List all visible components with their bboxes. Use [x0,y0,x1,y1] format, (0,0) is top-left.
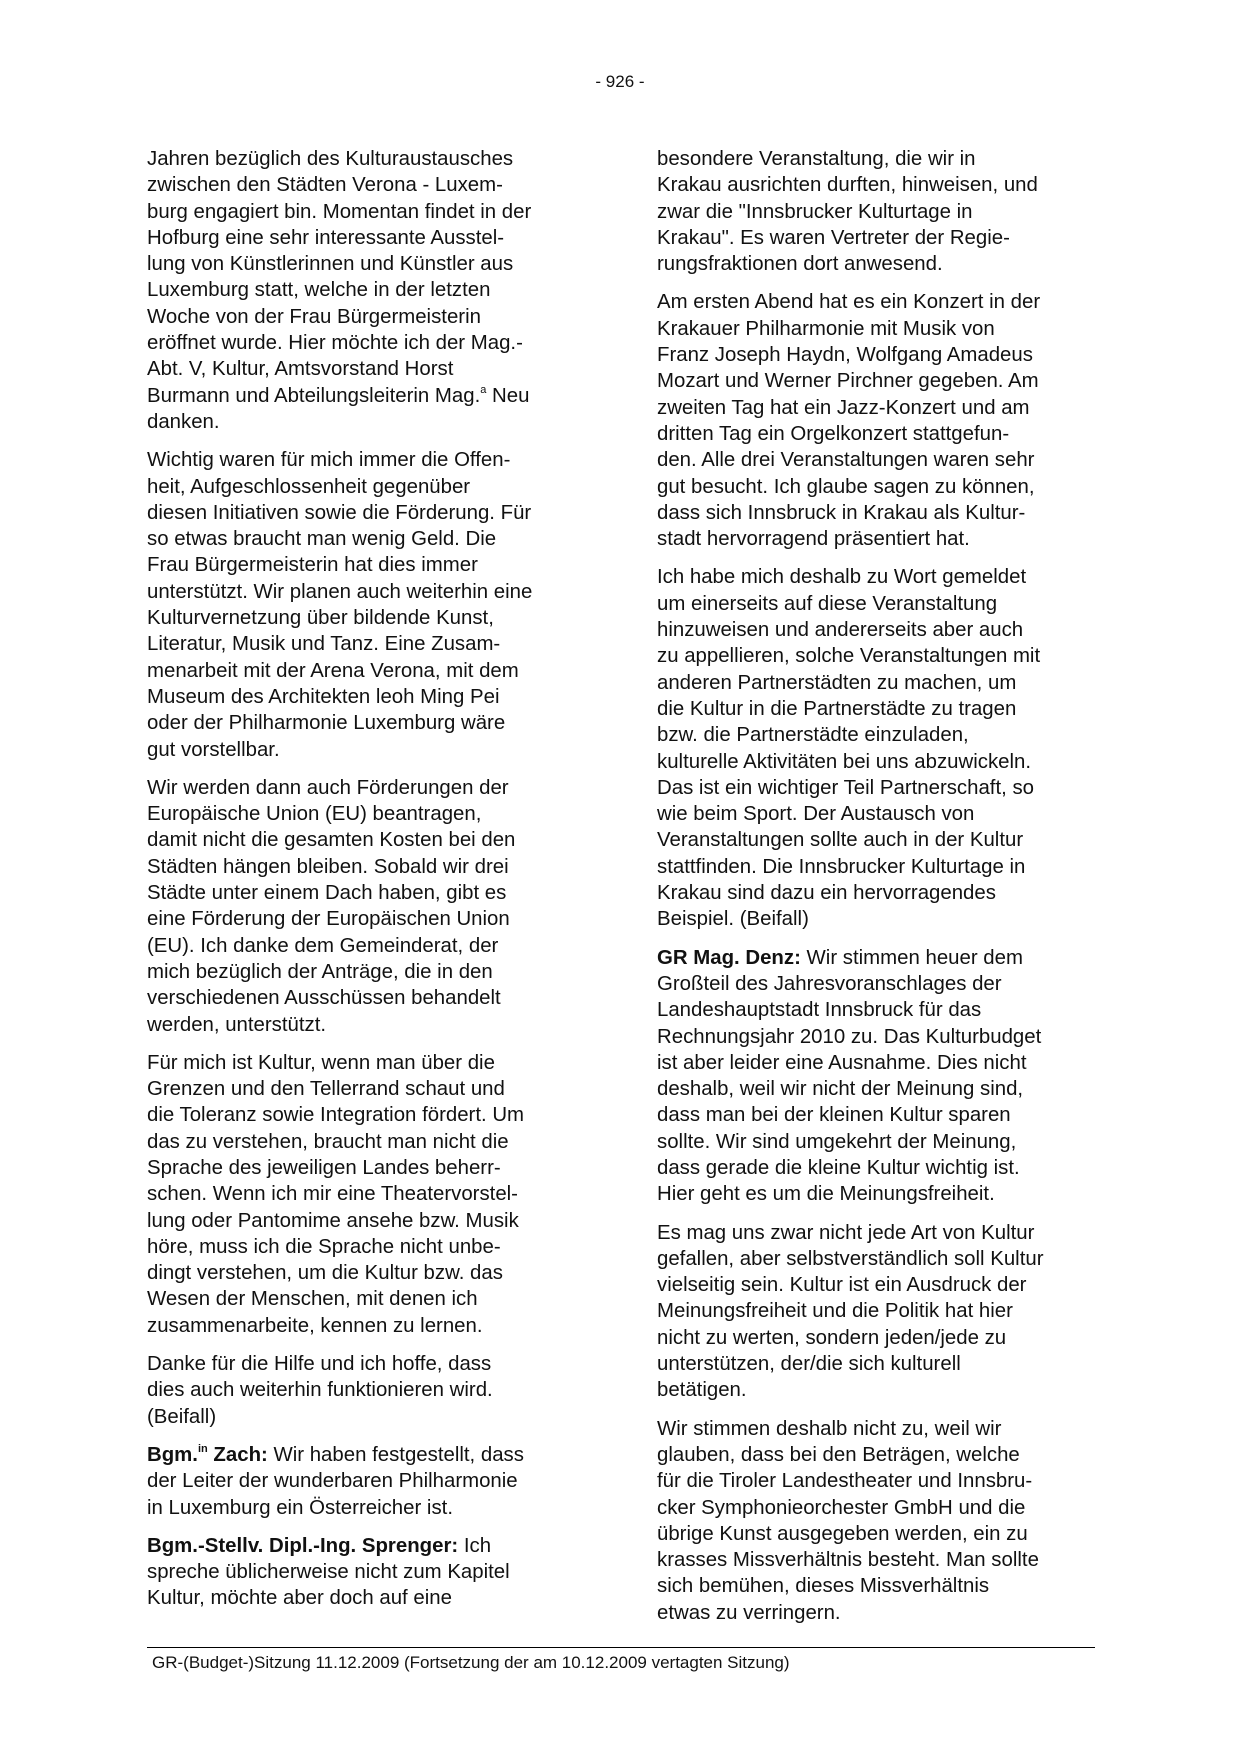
paragraph-meinungsfreiheit: Es mag uns zwar nicht jede Art von Kultur gefallen, aber selbstverständlich soll Kultur vielseitig sein. Kultur ist ein Ausdruck der Meinungsfreiheit und die Politik hat hier nicht zu werten, sondern jeden/jede zu unterstützen, der/die sich kulturell betätigen. [657,1221,1044,1402]
speech-text: Wir stimmen heuer dem Großteil des Jahresvoranschlages der Landeshauptstadt Innsbruck für das Rechnungsjahr 2010 zu. Das Kulturbudget ist aber leider eine Ausnahme. Dies nicht deshalb, weil wir nicht der Meinung sind, dass man bei der kleinen Kultur sparen sollte. Wir sind umgekehrt der Meinung, dass gerade die kleine Kultur wichtig ist. Hier geht es um die Meinungsfreiheit. [657,946,1042,1206]
paragraph-konzerte: Am ersten Abend hat es ein Konzert in der Krakauer Philharmonie mit Musik von Franz Joseph Haydn, Wolfgang Amadeus Mozart und Werner Pirchner gegeben. Am zweiten Tag hat ein Jazz-Konzert und am dritten Tag ein Orgelkonzert stattgefun- den. Alle drei Veranstaltungen waren sehr gut besucht. Ich glaube sagen zu können, dass sich Innsbruck in Krakau als Kultur- stadt hervorragend präsentiert hat. [657,291,1041,551]
right-column [657,146,1097,1638]
speech-sprenger [147,1533,587,1612]
footer-divider [147,1647,1095,1648]
speaker-name: Bgm.-Stellv. Dipl.-Ing. Sprenger: [147,1534,459,1557]
paragraph-text: Neu danken. [147,384,530,433]
paragraph-partnerstaedte: Ich habe mich deshalb zu Wort gemeldet um einerseits auf diese Veranstaltung hinzuweisen und andererseits aber auch zu appellieren, solche Veranstaltungen mit anderen Partnerstädten zu machen, um die Kultur in die Partnerstädte zu tragen bzw. die Partnerstädte einzuladen, kulturelle Aktivitäten bei uns abzuwickeln. Das ist ein wichtiger Teil Partnerschaft, so wie beim Sport. Der Austausch von Veranstaltungen sollte auch in der Kultur stattfinden. Die Innsbrucker Kulturtage in Krakau sind dazu ein hervorragendes Beispiel. (Beifall) [657,566,1041,931]
paragraph-krakau: besondere Veranstaltung, die wir in Krakau ausrichten durften, hinweisen, und zwar die "Innsbrucker Kulturtage in Krakau". Es waren Vertreter der Regie- rungsfraktionen dort anwesend. [657,148,1038,276]
speaker-name: Bgm.$^{in}$ Zach: [147,1442,268,1466]
paragraph-dank: Danke für die Hilfe und ich hoffe, dass dies auch weiterhin funktionieren wird. (Beifall) [147,1353,493,1428]
paragraph-offenheit: Wichtig waren für mich immer die Offen- heit, Aufgeschlossenheit gegenüber diesen Initiativen sowie die Förderung. Für so etwas braucht man wenig Geld. Die Frau Bürgermeisterin hat dies immer unterstützt. Wir planen auch weiterhin eine Kulturvernetzung über bildende Kunst, Literatur, Musik und Tanz. Eine Zusam- menarbeit mit der Arena Verona, mit dem Museum des Architekten leoh Ming Pei oder der Philharmonie Luxemburg wäre gut vorstellbar. [147,449,533,761]
paragraph-kulturaustausch [147,146,587,435]
footer-text: GR-(Budget-)Sitzung 11.12.2009 (Fortsetzung der am 10.12.2009 vertagten Sitzung) [152,1653,790,1672]
speech-text: Wir haben festgestellt, dass der Leiter der wunderbaren Philharmonie in Luxemburg ein Österreicher ist. [147,1443,524,1519]
page-number: - 926 - [595,72,645,91]
paragraph-missverhaeltnis: Wir stimmen deshalb nicht zu, weil wir glauben, dass bei den Beträgen, welche für die Tiroler Landestheater und Innsbru- cker Symphonieorchester GmbH und die übrige Kunst ausgegeben werden, ein zu krasses Missverhältnis besteht. Man sollte sich bemühen, dieses Missverhältnis etwas zu verringern. [657,1417,1039,1624]
superscript: a [480,383,487,396]
paragraph-text: Jahren bezüglich des Kulturaustausches zwischen den Städten Verona - Luxem- burg engagiert bin. Momentan findet in der Hofburg eine sehr interessante Ausstel- lung von Künstlerinnen und Künstler aus Luxemburg statt, welche in der letzten Woche von der Frau Bürgermeisterin eröffnet wurde. Hier möchte ich der Mag.- Abt. V, Kultur, Amtsvorstand Horst Burmann und Abteilungsleiterin Mag. [147,148,532,407]
speaker-name: GR Mag. Denz: [657,946,801,969]
paragraph-eu-foerderung: Wir werden dann auch Förderungen der Europäische Union (EU) beantragen, damit nicht die gesamten Kosten bei den Städten hängen bleiben. Sobald wir drei Städte unter einem Dach haben, gibt es eine Förderung der Europäischen Union (EU). Ich danke dem Gemeinderat, der mich bezüglich der Anträge, die in den verschiedenen Ausschüssen behandelt werden, unterstützt. [147,776,516,1036]
paragraph-kultur-grenzen: Für mich ist Kultur, wenn man über die Grenzen und den Tellerrand schaut und die Toleranz sowie Integration fördert. Um das zu verstehen, braucht man nicht die Sprache des jeweiligen Landes beherr- schen. Wenn ich mir eine Theatervorstel- lung oder Pantomime ansehe bzw. Musik höre, muss ich die Sprache nicht unbe- dingt verstehen, um die Kultur bzw. das Wesen der Menschen, mit denen ich zusammenarbeite, kennen zu lernen. [147,1051,525,1337]
speech-zach [147,1442,587,1521]
speech-denz [657,945,1097,1208]
speech-text: Ich spreche üblicherweise nicht zum Kapitel Kultur, möchte aber doch auf eine [147,1534,510,1610]
left-column [147,146,587,1624]
